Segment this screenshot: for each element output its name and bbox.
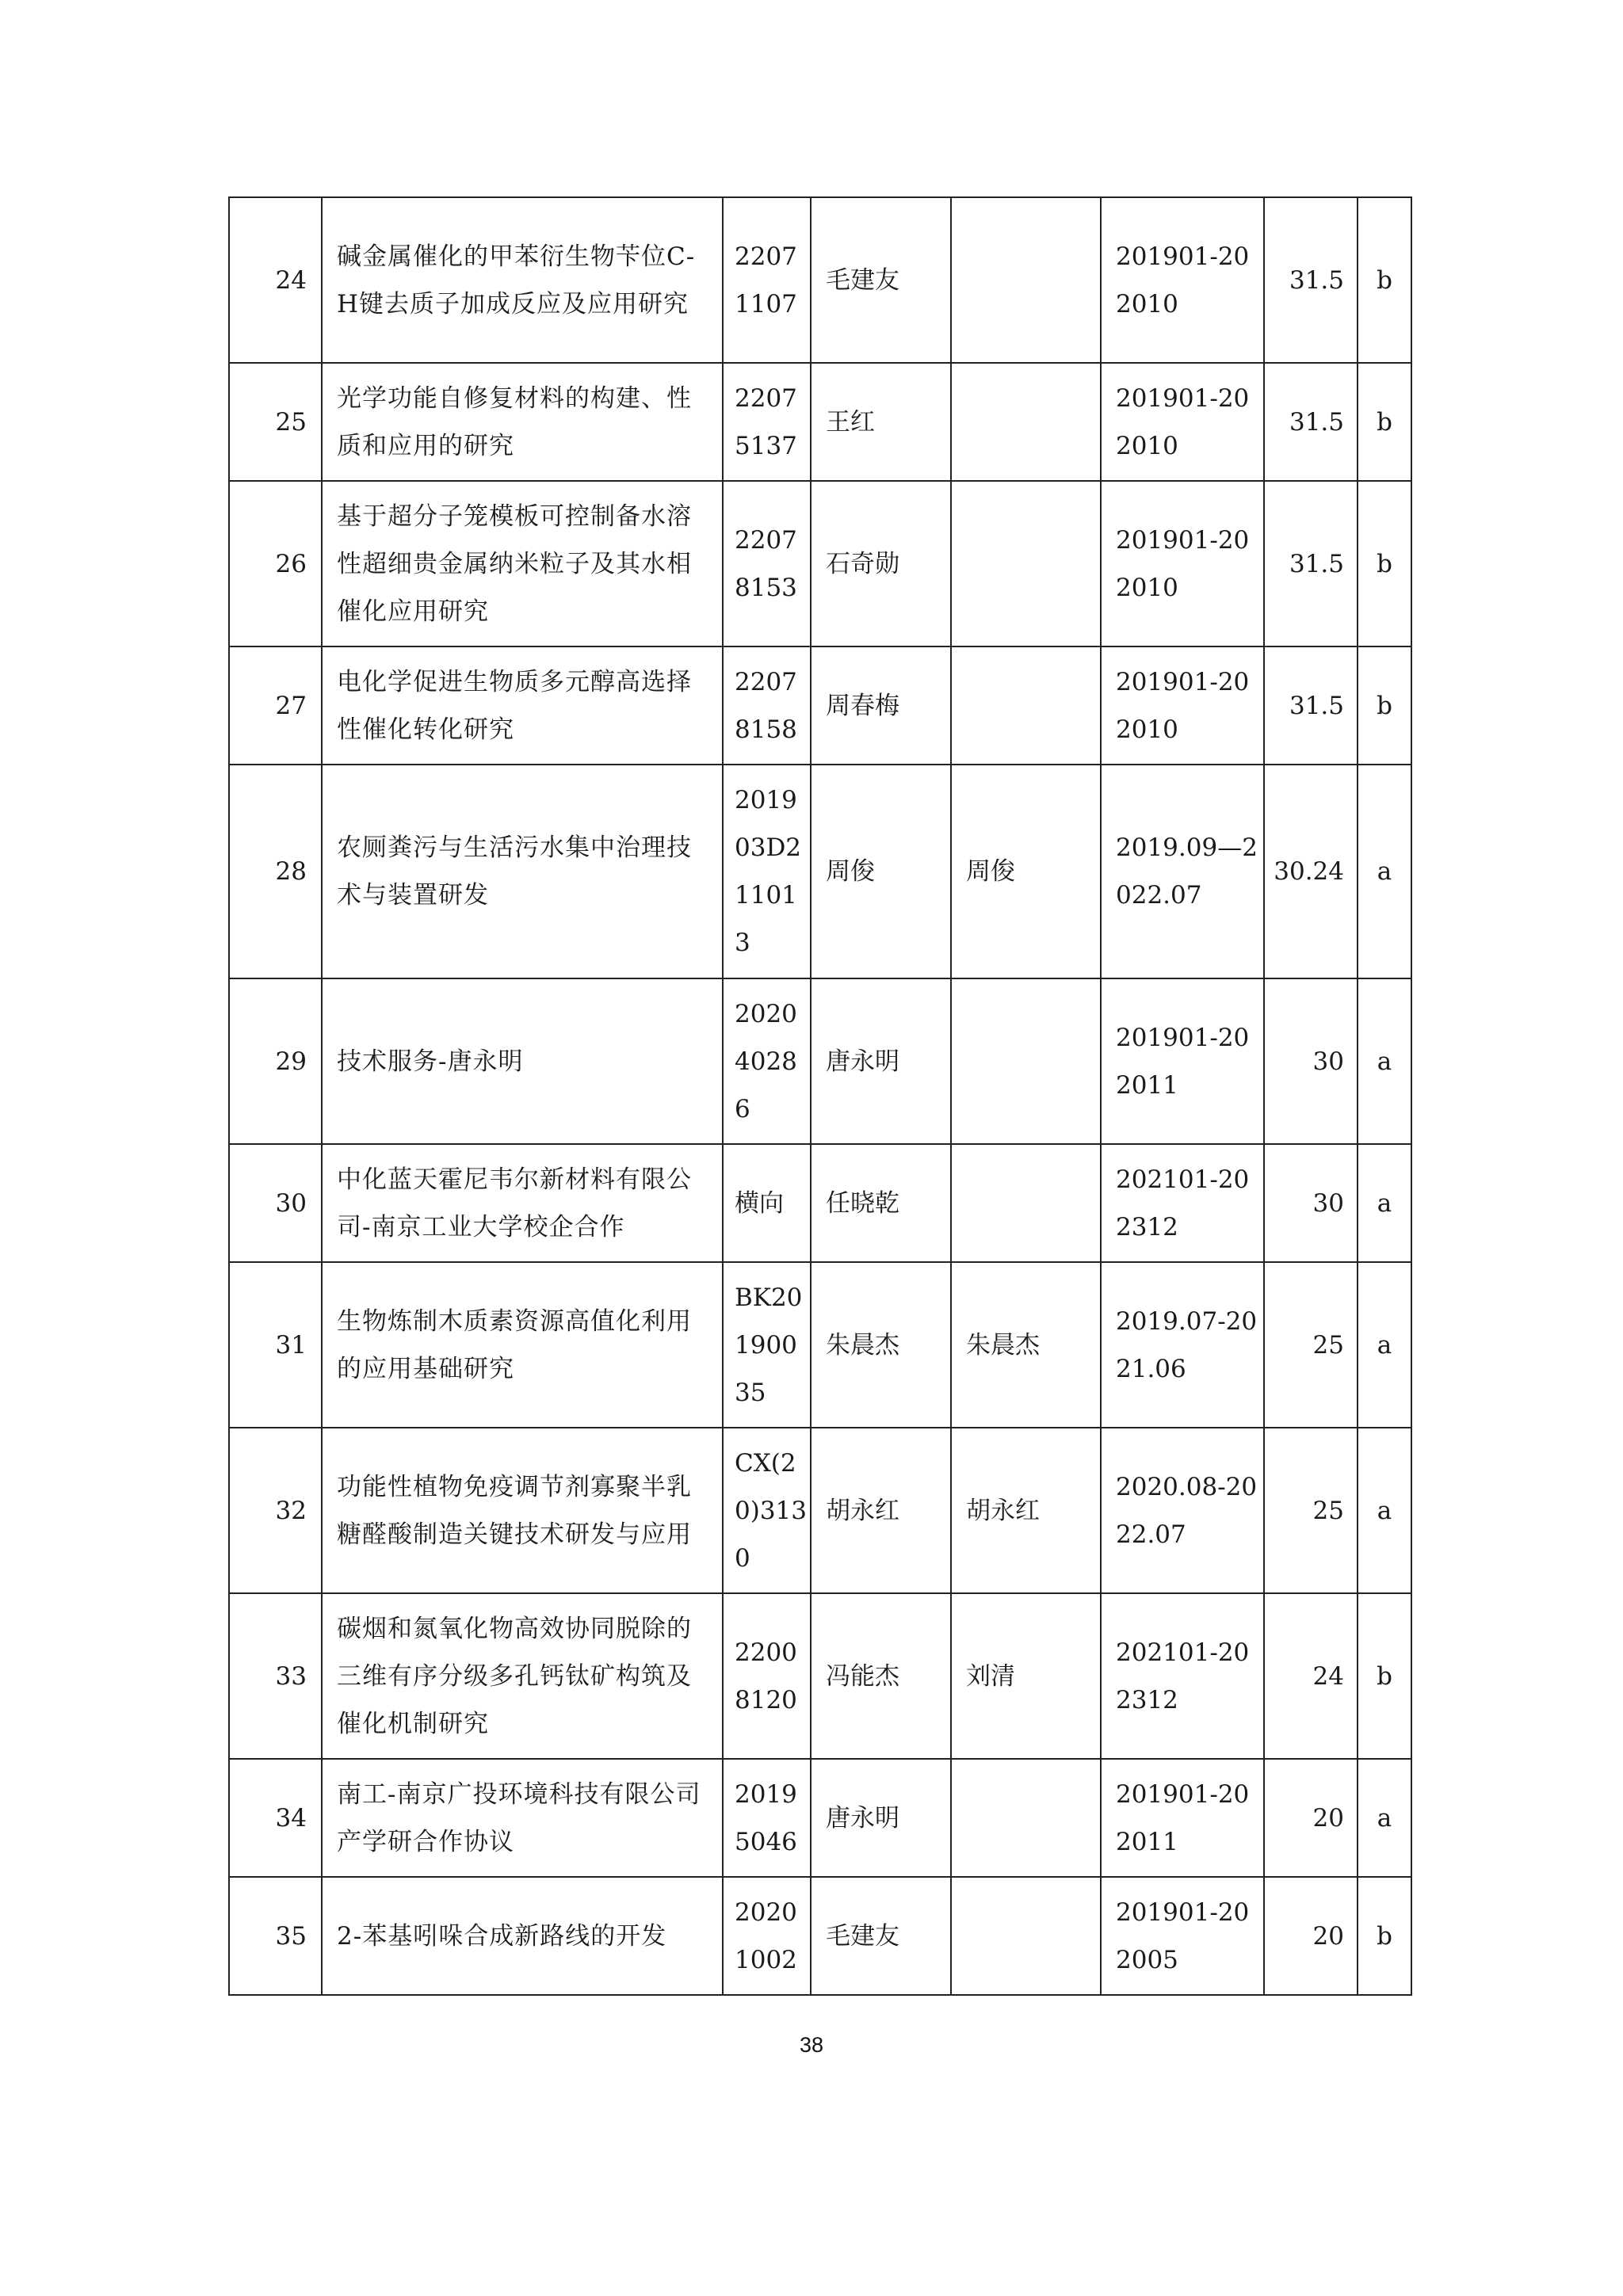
project-funding: 30 xyxy=(1264,978,1358,1144)
project-period: 202101-202312 xyxy=(1101,1593,1264,1759)
table-row xyxy=(229,765,1411,978)
row-number: 24 xyxy=(229,197,322,363)
project-funding: 20 xyxy=(1264,1877,1358,1995)
project-funding: 25 xyxy=(1264,1428,1358,1593)
project-code: 横向 xyxy=(723,1144,811,1262)
project-title: 中化蓝天霍尼韦尔新材料有限公司-南京工业大学校企合作 xyxy=(322,1144,723,1262)
project-period: 2019.07-2021.06 xyxy=(1101,1262,1264,1428)
row-number: 31 xyxy=(229,1262,322,1428)
project-category: b xyxy=(1358,363,1411,481)
project-code: 22075137 xyxy=(723,363,811,481)
row-number: 28 xyxy=(229,765,322,978)
project-category: a xyxy=(1358,1144,1411,1262)
table-row xyxy=(229,1877,1411,1995)
row-number: 29 xyxy=(229,978,322,1144)
co-leader xyxy=(951,363,1101,481)
project-code: BK20190035 xyxy=(723,1262,811,1428)
project-code: CX(20)3130 xyxy=(723,1428,811,1593)
project-title: 碱金属催化的甲苯衍生物苄位C-H键去质子加成反应及应用研究 xyxy=(322,197,723,363)
project-title: 生物炼制木质素资源高值化利用的应用基础研究 xyxy=(322,1262,723,1428)
project-code: 22008120 xyxy=(723,1593,811,1759)
project-period: 201901-202010 xyxy=(1101,363,1264,481)
project-category: b xyxy=(1358,1593,1411,1759)
project-code: 20201002 xyxy=(723,1877,811,1995)
page-number: 38 xyxy=(799,2033,824,2057)
project-leader: 王红 xyxy=(811,363,951,481)
project-period: 201901-202010 xyxy=(1101,646,1264,765)
co-leader xyxy=(951,197,1101,363)
table-row xyxy=(229,978,1411,1144)
project-period: 201901-202010 xyxy=(1101,197,1264,363)
row-number: 27 xyxy=(229,646,322,765)
project-period: 201901-202010 xyxy=(1101,481,1264,646)
project-leader: 朱晨杰 xyxy=(811,1262,951,1428)
table-row xyxy=(229,646,1411,765)
project-category: a xyxy=(1358,1262,1411,1428)
project-funding: 24 xyxy=(1264,1593,1358,1759)
co-leader: 刘清 xyxy=(951,1593,1101,1759)
project-category: b xyxy=(1358,481,1411,646)
project-code: 22078153 xyxy=(723,481,811,646)
project-category: a xyxy=(1358,1759,1411,1877)
table-row xyxy=(229,1144,1411,1262)
row-number: 35 xyxy=(229,1877,322,1995)
project-table xyxy=(228,196,1412,1996)
project-period: 201901-202011 xyxy=(1101,978,1264,1144)
project-funding: 31.5 xyxy=(1264,197,1358,363)
co-leader xyxy=(951,1144,1101,1262)
project-title: 农厕粪污与生活污水集中治理技术与装置研发 xyxy=(322,765,723,978)
project-funding: 31.5 xyxy=(1264,481,1358,646)
project-category: a xyxy=(1358,978,1411,1144)
project-period: 2020.08-2022.07 xyxy=(1101,1428,1264,1593)
project-leader: 毛建友 xyxy=(811,1877,951,1995)
project-code: 202040286 xyxy=(723,978,811,1144)
co-leader xyxy=(951,646,1101,765)
project-title: 南工-南京广投环境科技有限公司产学研合作协议 xyxy=(322,1759,723,1877)
co-leader xyxy=(951,1759,1101,1877)
row-number: 32 xyxy=(229,1428,322,1593)
co-leader: 胡永红 xyxy=(951,1428,1101,1593)
table-body xyxy=(229,197,1411,1995)
project-leader: 毛建友 xyxy=(811,197,951,363)
row-number: 30 xyxy=(229,1144,322,1262)
row-number: 25 xyxy=(229,363,322,481)
project-title: 光学功能自修复材料的构建、性质和应用的研究 xyxy=(322,363,723,481)
table-row xyxy=(229,363,1411,481)
project-leader: 周俊 xyxy=(811,765,951,978)
project-title: 2-苯基吲哚合成新路线的开发 xyxy=(322,1877,723,1995)
project-code: 201903D211013 xyxy=(723,765,811,978)
table-row xyxy=(229,1428,1411,1593)
project-leader: 胡永红 xyxy=(811,1428,951,1593)
row-number: 26 xyxy=(229,481,322,646)
project-leader: 周春梅 xyxy=(811,646,951,765)
project-code: 22071107 xyxy=(723,197,811,363)
co-leader xyxy=(951,481,1101,646)
table-row xyxy=(229,197,1411,363)
table-row xyxy=(229,1262,1411,1428)
co-leader: 周俊 xyxy=(951,765,1101,978)
project-funding: 31.5 xyxy=(1264,363,1358,481)
project-code: 20195046 xyxy=(723,1759,811,1877)
project-category: a xyxy=(1358,765,1411,978)
project-period: 201901-202005 xyxy=(1101,1877,1264,1995)
project-title: 碳烟和氮氧化物高效协同脱除的三维有序分级多孔钙钛矿构筑及催化机制研究 xyxy=(322,1593,723,1759)
table-row xyxy=(229,1593,1411,1759)
project-code: 22078158 xyxy=(723,646,811,765)
project-title: 电化学促进生物质多元醇高选择性催化转化研究 xyxy=(322,646,723,765)
project-leader: 石奇勋 xyxy=(811,481,951,646)
project-title: 基于超分子笼模板可控制备水溶性超细贵金属纳米粒子及其水相催化应用研究 xyxy=(322,481,723,646)
co-leader: 朱晨杰 xyxy=(951,1262,1101,1428)
table-row xyxy=(229,481,1411,646)
project-leader: 唐永明 xyxy=(811,978,951,1144)
row-number: 34 xyxy=(229,1759,322,1877)
co-leader xyxy=(951,1877,1101,1995)
project-category: a xyxy=(1358,1428,1411,1593)
project-category: b xyxy=(1358,1877,1411,1995)
table-row xyxy=(229,1759,1411,1877)
project-period: 202101-202312 xyxy=(1101,1144,1264,1262)
project-category: b xyxy=(1358,646,1411,765)
project-funding: 25 xyxy=(1264,1262,1358,1428)
project-funding: 30.24 xyxy=(1264,765,1358,978)
project-leader: 冯能杰 xyxy=(811,1593,951,1759)
project-leader: 任晓乾 xyxy=(811,1144,951,1262)
co-leader xyxy=(951,978,1101,1144)
project-category: b xyxy=(1358,197,1411,363)
project-period: 2019.09—2022.07 xyxy=(1101,765,1264,978)
project-funding: 20 xyxy=(1264,1759,1358,1877)
row-number: 33 xyxy=(229,1593,322,1759)
project-title: 技术服务-唐永明 xyxy=(322,978,723,1144)
project-title: 功能性植物免疫调节剂寡聚半乳糖醛酸制造关键技术研发与应用 xyxy=(322,1428,723,1593)
project-leader: 唐永明 xyxy=(811,1759,951,1877)
project-period: 201901-202011 xyxy=(1101,1759,1264,1877)
project-funding: 31.5 xyxy=(1264,646,1358,765)
project-funding: 30 xyxy=(1264,1144,1358,1262)
